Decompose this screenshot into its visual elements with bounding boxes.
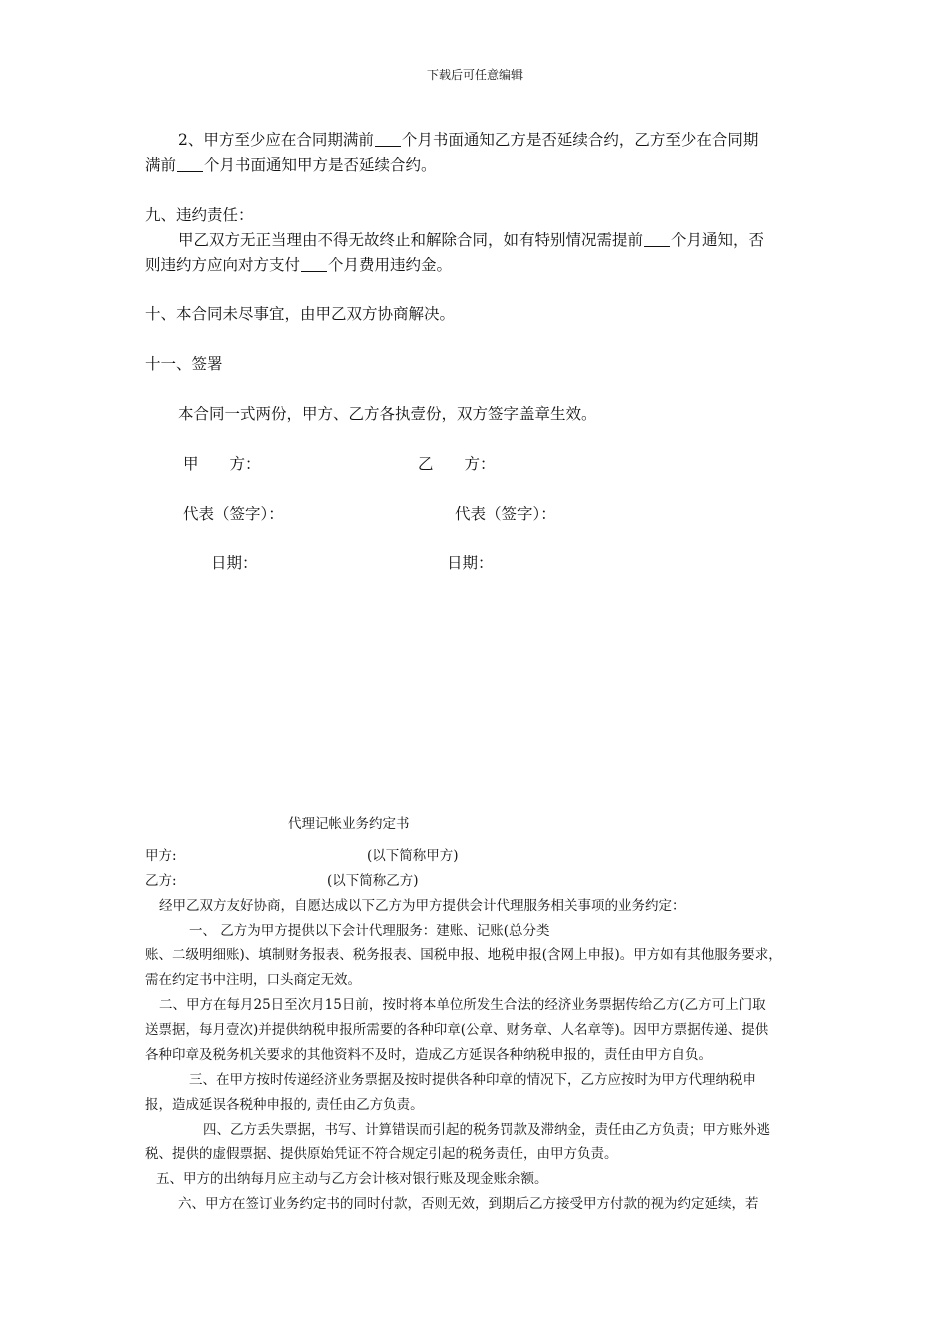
agreement-title: 代理记帐业务约定书 <box>288 816 410 832</box>
item1-line3: 需在约定书中注明，口头商定无效。 <box>145 972 361 988</box>
party-b-label: 乙 方： <box>418 455 496 473</box>
date-a-label: 日期： <box>211 554 258 572</box>
clause9-line1 <box>178 228 764 250</box>
clause8-2-line2-part2: 个月书面通知甲方是否延续合约。 <box>204 156 437 174</box>
clause9-title: 九、违约责任： <box>145 206 254 224</box>
item2-line2: 送票据，每月壹次)并提供纳税申报所需要的各种印章(公章、财务章、人名章等)。因甲方票据传递、提供 <box>145 1022 769 1038</box>
clause8-2-line1 <box>178 128 758 150</box>
clause8-2-line1-part1: 2、甲方至少应在合同期满前 <box>178 131 374 149</box>
agreement-party-a-label: 甲方: <box>145 848 177 864</box>
item4-line2: 税、提供的虚假票据、提供原始凭证不符合规定引起的税务责任，由甲方负责。 <box>145 1146 618 1162</box>
item3-line1: 三、在甲方按时传递经济业务票据及按时提供各种印章的情况下，乙方应按时为甲方代理纳税申 <box>189 1072 756 1088</box>
page-header: 下载后可任意编辑 <box>426 68 523 82</box>
rep-b-label: 代表（签字）： <box>455 505 556 523</box>
clause8-2-line2 <box>145 153 437 175</box>
item2-line1: 二、甲方在每月25日至次月15日前，按时将本单位所发生合法的经济业务票据传给乙方(乙方可上门取 <box>159 997 766 1013</box>
item2-line3: 各种印章及税务机关要求的其他资料不及时，造成乙方延误各种纳税申报的，责任由甲方自负。 <box>145 1047 712 1063</box>
clause11-text: 本合同一式两份，甲方、乙方各执壹份，双方签字盖章生效。 <box>178 405 597 423</box>
clause10: 十、本合同未尽事宜，由甲乙双方协商解决。 <box>145 305 456 323</box>
rep-a-label: 代表（签字）： <box>183 505 284 523</box>
date-b-label: 日期： <box>447 554 494 572</box>
item3-line2: 报，造成延误各税种申报的, 责任由乙方负责。 <box>145 1097 424 1113</box>
clause8-2-line1-part2: 个月书面通知乙方是否延续合约，乙方至少在合同期 <box>401 131 759 149</box>
clause9-line2 <box>145 253 452 275</box>
agreement-party-b-label: 乙方: <box>145 873 177 889</box>
clause9-line1-part2: 个月通知，否 <box>671 231 765 249</box>
item1-line1: 一、 乙方为甲方提供以下会计代理服务：建账、记账(总分类 <box>189 923 550 939</box>
blank-line <box>301 257 327 272</box>
agreement-party-b-note: (以下简称乙方) <box>327 873 419 889</box>
blank-line <box>644 232 670 247</box>
agreement-intro: 经甲乙双方友好协商，自愿达成以下乙方为甲方提供会计代理服务相关事项的业务约定： <box>159 898 686 914</box>
blank-line <box>375 132 401 147</box>
item4-line1: 四、乙方丢失票据，书写、计算错误而引起的税务罚款及滞纳金，责任由乙方负责；甲方账外逃 <box>203 1122 770 1138</box>
clause9-line1-part1: 甲乙双方无正当理由不得无故终止和解除合同，如有特别情况需提前 <box>178 231 644 249</box>
party-a-label: 甲 方： <box>183 455 261 473</box>
clause8-2-line2-part1: 满前 <box>145 156 177 174</box>
item6-line1: 六、甲方在签订业务约定书的同时付款，否则无效，到期后乙方接受甲方付款的视为约定延续，若 <box>178 1196 759 1212</box>
blank-line <box>177 157 203 172</box>
clause9-line2-part2: 个月费用违约金。 <box>328 256 453 274</box>
clause11-title: 十一、签署 <box>145 355 223 373</box>
clause9-line2-part1: 则违约方应向对方支付 <box>145 256 301 274</box>
agreement-party-a-note: (以下简称甲方) <box>367 848 459 864</box>
item5: 五、甲方的出纳每月应主动与乙方会计核对银行账及现金账余额。 <box>156 1171 548 1187</box>
item1-line2: 账、二级明细账)、填制财务报表、税务报表、国税申报、地税申报(含网上申报)。甲方如有其他服务要求， <box>145 947 782 963</box>
